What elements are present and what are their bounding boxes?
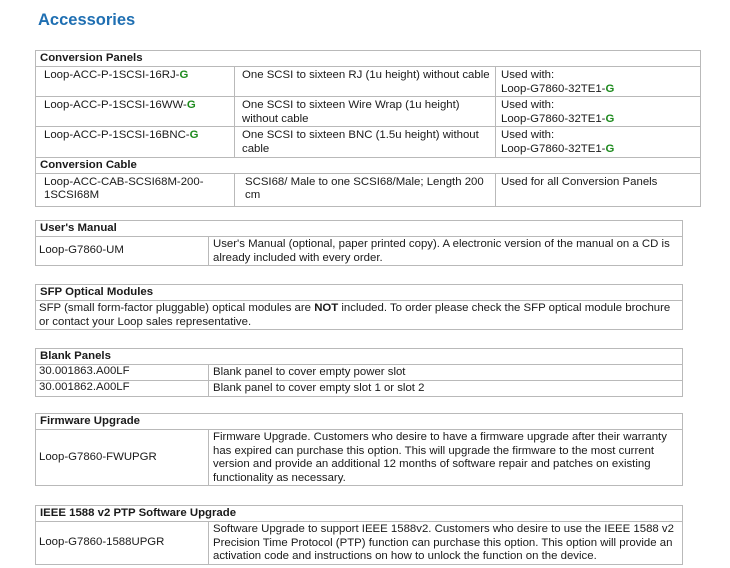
sfp-note: SFP (small form-factor pluggable) optical modules are NOT included. To order please check the SFP optical module brochure or contact your Loop sales representative.	[36, 301, 683, 330]
part-number: Loop-G7860-UM	[36, 237, 209, 266]
description: One SCSI to sixteen Wire Wrap (1u height) without cable	[235, 97, 496, 127]
section-header-ieee-1588: IEEE 1588 v2 PTP Software Upgrade	[36, 506, 683, 522]
sfp-modules-table	[35, 284, 683, 330]
part-suffix: G	[179, 69, 189, 81]
part-number: Loop-ACC-P-1SCSI-16RJ-G	[36, 67, 235, 97]
accessories-table	[35, 50, 701, 207]
used-with: Used for all Conversion Panels	[496, 173, 701, 206]
description: One SCSI to sixteen BNC (1.5u height) without cable	[235, 127, 496, 157]
description: SCSI68/ Male to one SCSI68/Male; Length 200 cm	[235, 173, 496, 206]
blank-panels-table	[35, 348, 683, 397]
table-row	[36, 301, 683, 330]
table-row	[36, 67, 701, 97]
section-header-sfp: SFP Optical Modules	[36, 285, 683, 301]
ieee-1588-upgrade-table	[35, 505, 683, 565]
description: Software Upgrade to support IEEE 1588v2. Customers who desire to use the IEEE 1588 v2 Precision Time Protocol (PTP) function can purchase this option. This option will provide an activation code and instructions on how to unlock the function on the device.	[209, 522, 683, 565]
section-header-firmware: Firmware Upgrade	[36, 414, 683, 430]
users-manual-table	[35, 220, 683, 266]
table-row	[36, 430, 683, 486]
firmware-upgrade-table	[35, 413, 683, 486]
description: Firmware Upgrade. Customers who desire to have a firmware upgrade after their warranty has expired can purchase this option. This will upgrade the firmware to the most current version and provide an additional 12 months of software repair and patches on existing functionality as necessary.	[209, 430, 683, 486]
used-with: Used with: Loop-G7860-32TE1-G	[496, 97, 701, 127]
table-row	[36, 237, 683, 266]
used-with: Used with: Loop-G7860-32TE1-G	[496, 67, 701, 97]
table-row	[36, 365, 683, 381]
description: One SCSI to sixteen RJ (1u height) without cable	[235, 67, 496, 97]
part-number: Loop-ACC-CAB-SCSI68M-200-1SCSI68M	[36, 173, 235, 206]
emphasis: NOT	[314, 302, 339, 314]
section-header-conversion-panels: Conversion Panels	[36, 51, 701, 67]
table-row	[36, 127, 701, 157]
table-row	[36, 97, 701, 127]
section-header-users-manual: User's Manual	[36, 221, 683, 237]
part-number: 30.001863.A00LF	[36, 365, 209, 381]
used-with: Used with: Loop-G7860-32TE1-G	[496, 127, 701, 157]
part-suffix: G	[605, 142, 615, 155]
part-number: Loop-ACC-P-1SCSI-16WW-G	[36, 97, 235, 127]
table-row	[36, 173, 701, 206]
part-number: Loop-ACC-P-1SCSI-16BNC-G	[36, 127, 235, 157]
part-suffix: G	[605, 112, 615, 125]
part-number: 30.001862.A00LF	[36, 381, 209, 397]
part-number: Loop-G7860-FWUPGR	[36, 430, 209, 486]
table-row	[36, 381, 683, 397]
section-header-conversion-cable: Conversion Cable	[36, 157, 701, 173]
page-title: Accessories	[38, 11, 136, 29]
section-header-blank-panels: Blank Panels	[36, 349, 683, 365]
description: User's Manual (optional, paper printed copy). A electronic version of the manual on a CD is already included with every order.	[209, 237, 683, 266]
part-suffix: G	[189, 129, 199, 142]
part-suffix: G	[605, 82, 615, 95]
part-number: Loop-G7860-1588UPGR	[36, 522, 209, 565]
description: Blank panel to cover empty slot 1 or slot 2	[209, 381, 683, 397]
part-suffix: G	[186, 99, 196, 112]
description: Blank panel to cover empty power slot	[209, 365, 683, 381]
table-row	[36, 522, 683, 565]
